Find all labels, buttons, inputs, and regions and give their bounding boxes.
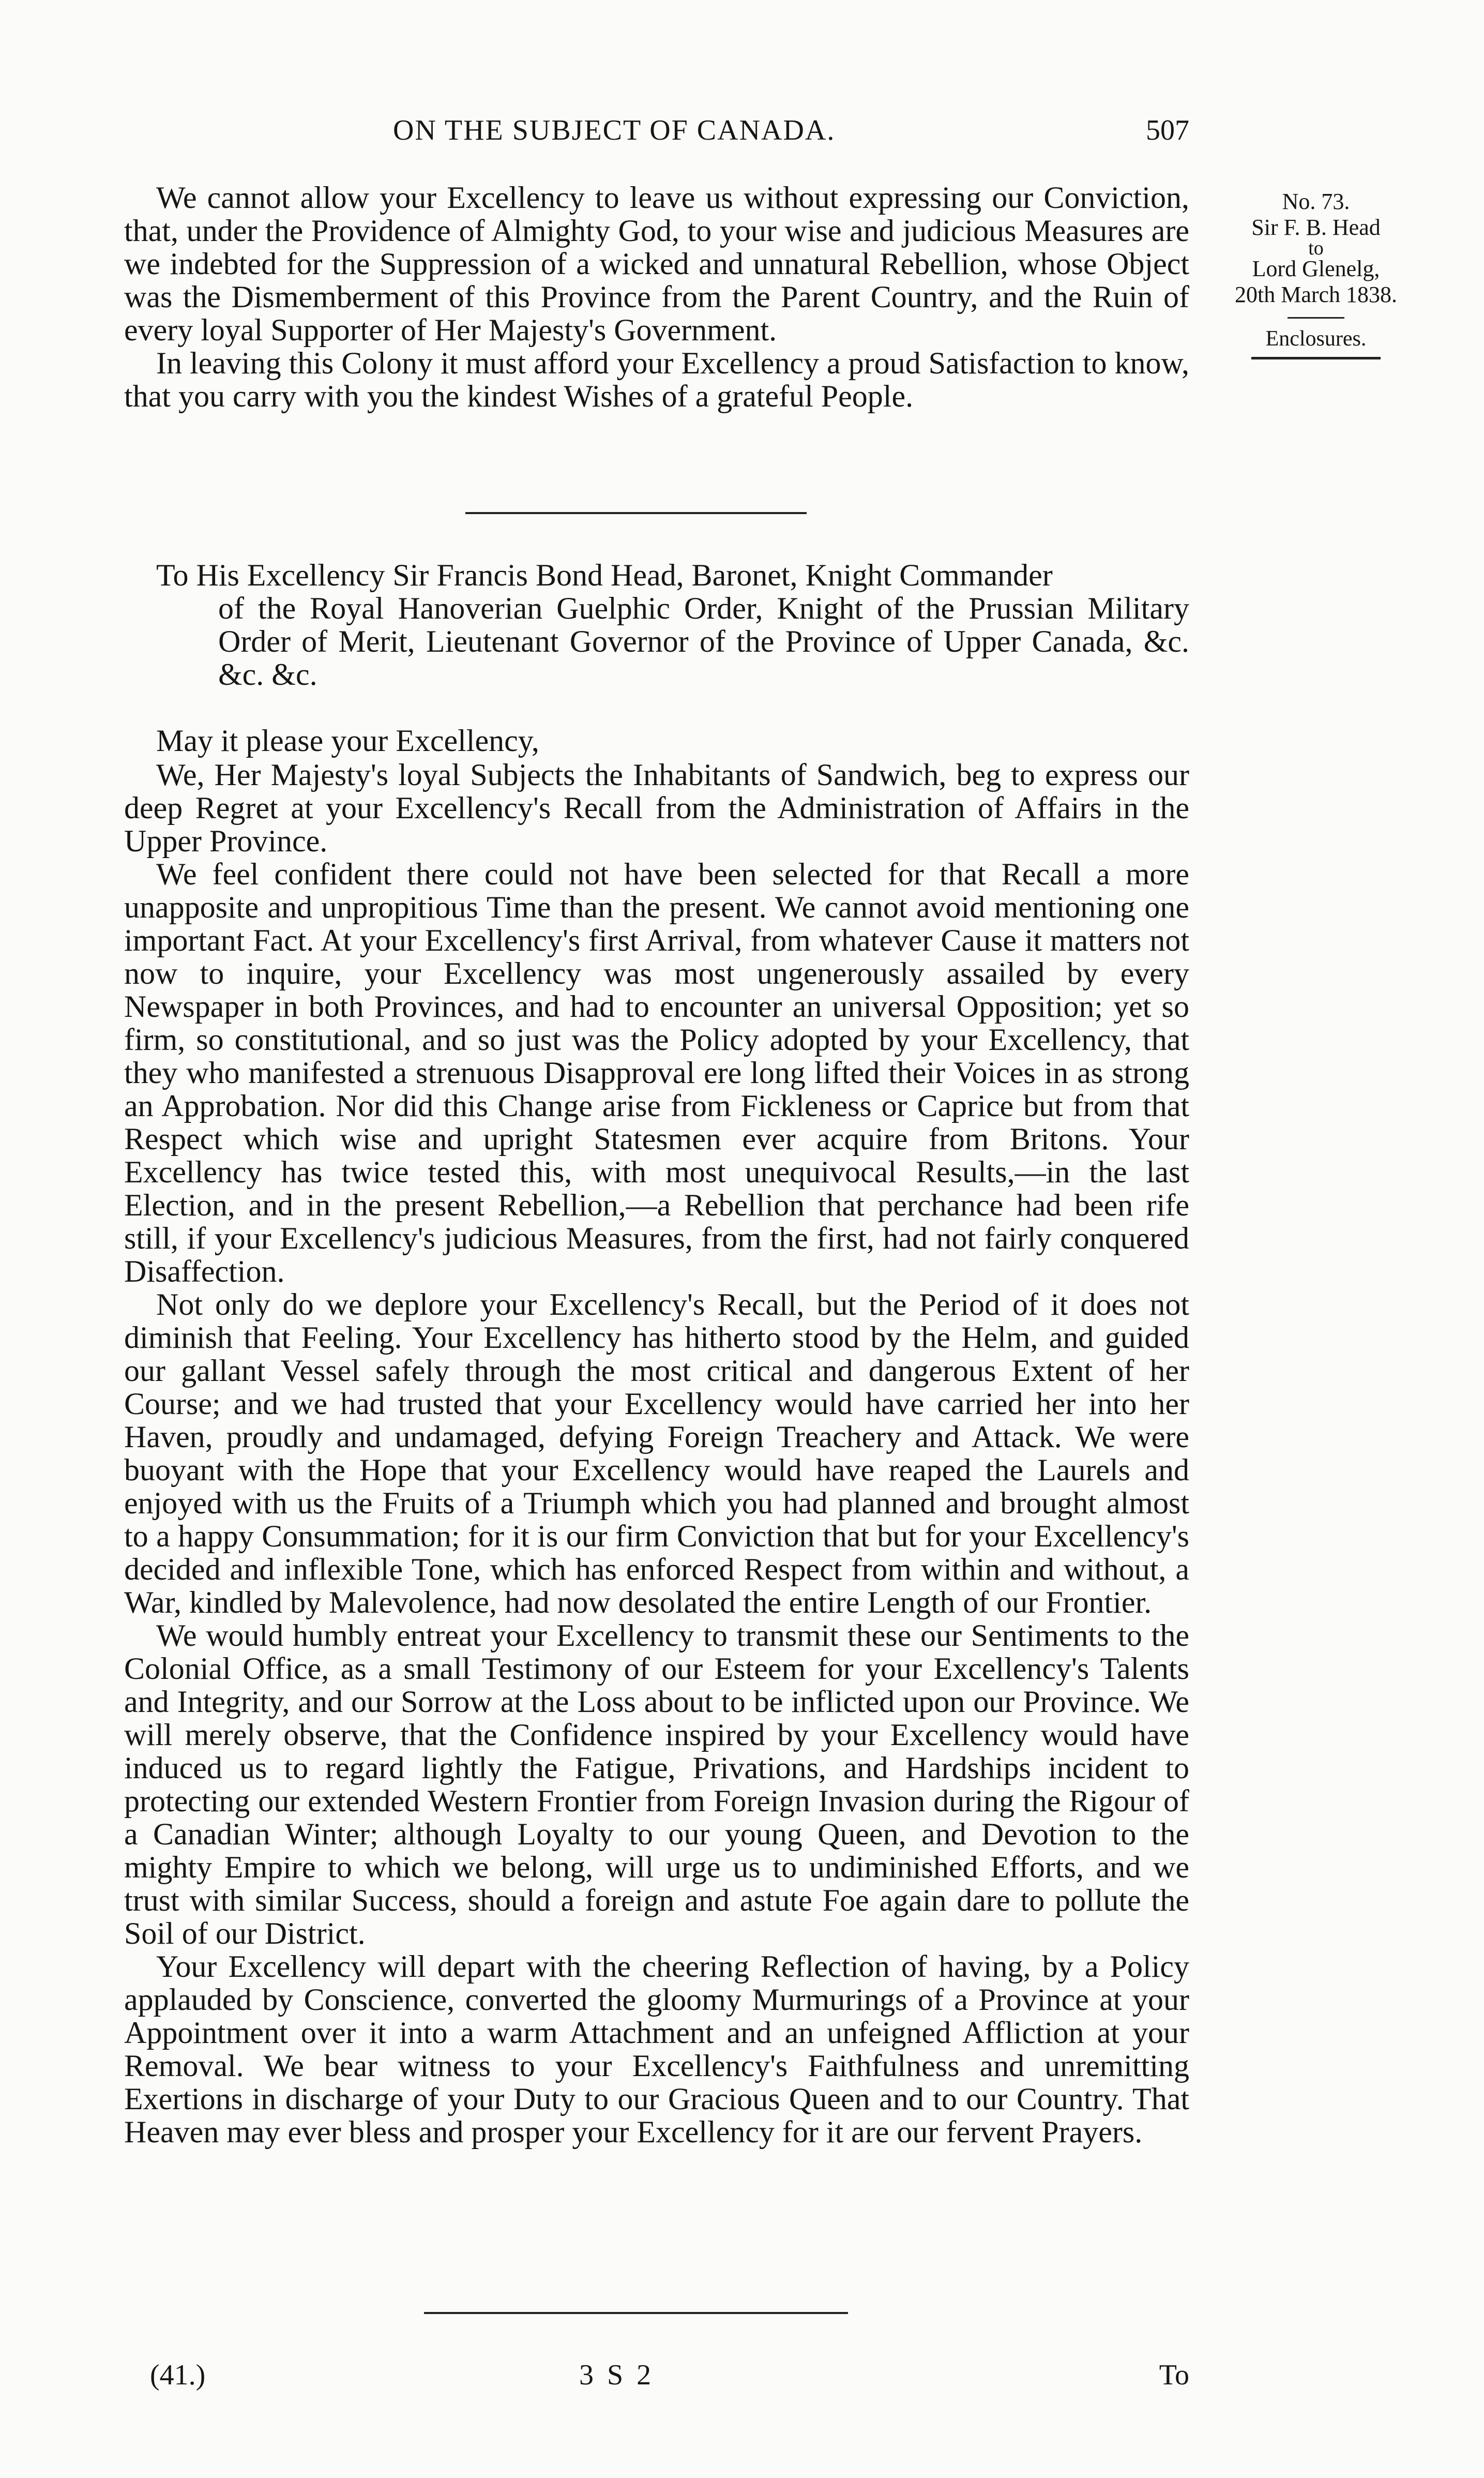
section-divider [465,512,807,514]
page-number: 507 [1146,114,1189,146]
catchword: To [1159,2359,1189,2391]
paragraph: Your Excellency will depart with the cheering Reflection of having, by a Policy applauded by Conscience, converted the gloomy Murmurings of a Province at your Appointment over it into a warm Attachment and an unfeigned Affliction at your Removal. We bear witness to your Excellency's Faithfulness and unremitting Exertions in discharge of your Duty to our Gracious Queen and to our Country. That Heaven may ever bless and prosper your Excellency for it are our fervent Prayers. [124,1949,1189,2149]
marginal-enclosures: Enclosures. [1265,327,1367,351]
closing-divider [424,2312,848,2314]
marginal-recipient: Lord Glenelg, [1252,256,1380,281]
paragraph: We feel confident there could not have been selected for that Recall a more unapposite and unpropitious Time than the present. We cannot avoid mentioning one important Fact. At your Excellency's first Arrival, from whatever Cause it matters not now to inquire, your Excellency was most ungenerously assailed by every Newspaper in both Provinces, and had to encounter an universal Opposition; yet so firm, so constitutional, and so just was the Policy adopted by your Excellency, that they who manifested a strenuous Disapproval ere long lifted their Voices in as strong an Approbation. Nor did this Change arise from Fickleness or Caprice but from that Respect which wise and upright Statesmen ever acquire from Britons. Your Excellency has twice tested this, with most unequivocal Results,—in the last Election, and in the present Rebellion,—a Rebellion that perchance had been rife still, if your Excellency's judicious Measures, from the first, had not fairly conquered Disaffection. [124,857,1189,1288]
paragraph: We cannot allow your Excellency to leave us without expressing our Conviction, that, under the Providence of Almighty God, to your wise and judicious Measures are we indebted for the Suppression of a wicked and unnatural Rebellion, whose Object was the Dismemberment of this Province from the Parent Country, and the Ruin of every loyal Supporter of Her Majesty's Government. [124,181,1189,347]
addressee-block [124,559,1189,691]
document-number: No. 73. [1282,189,1350,214]
first-address-body [124,181,1189,413]
addressee-continuation: of the Royal Hanoverian Guelphic Order, Knight of the Prussian Military Order of Merit, Lieutenant Governor of the Province of Upper Canada, &c. &c. &c. [218,591,1189,692]
marginal-from: Sir F. B. Head [1251,215,1381,240]
addressee-first-line: To His Excellency Sir Francis Bond Head, Baronet, Knight Commander [156,558,1053,592]
paragraph: Not only do we deplore your Excellency's Recall, but the Period of it does not diminish that Feeling. Your Excellency has hitherto stood by the Helm, and guided our gallant Vessel safely through the most critical and dangerous Extent of her Course; and we had trusted that your Excellency would have carried her into her Haven, proudly and undamaged, defying Foreign Treachery and Attack. We were buoyant with the Hope that your Excellency would have reaped the Laurels and enjoyed with us the Fruits of a Triumph which you had planned and brought almost to a happy Consummation; for it is our firm Conviction that but for your Excellency's decided and inflexible Tone, which has enforced Respect from within and without, a War, kindled by Malevolence, had now desolated the entire Length of our Frontier. [124,1287,1189,1619]
paragraph: In leaving this Colony it must afford your Excellency a proud Satisfaction to know, that you carry with you the kindest Wishes of a grateful People. [124,346,1189,413]
paragraph: We would humbly entreat your Excellency to transmit these our Sentiments to the Colonial Office, as a small Testimony of our Esteem for your Excellency's Talents and Integrity, and our Sorrow at the Loss about to be inflicted upon our Province. We will merely observe, that the Confidence inspired by your Excellency would have induced us to regard lightly the Fatigue, Privations, and Hardships incident to protecting our extended Western Frontier from Foreign Invasion during the Rigour of a Canadian Winter; although Loyalty to our young Queen, and Devotion to the mighty Empire to which we belong, will urge us to undiminished Efforts, and we trust with similar Success, should a foreign and astute Foe again dare to pollute the Soil of our District. [124,1618,1189,1950]
second-address-body [124,724,1189,2149]
running-head: ON THE SUBJECT OF CANADA. [393,114,836,146]
marginal-date: 20th March 1838. [1234,282,1398,307]
footer-number: (41.) [150,2359,206,2391]
page-footer [124,2359,1189,2400]
salutation: May it please your Excellency, [156,724,539,758]
addressee [124,559,1189,691]
signature-mark: 3 S 2 [579,2359,655,2391]
marginal-rule-long [1251,357,1381,359]
page-header [124,103,1189,160]
marginal-to: to [1308,237,1324,259]
marginal-rule-short [1288,317,1344,319]
marginal-note [1205,189,1427,359]
paragraph: We, Her Majesty's loyal Subjects the Inhabitants of Sandwich, beg to express our deep Regret at your Excellency's Recall from the Administration of Affairs in the Upper Province. [124,758,1189,858]
